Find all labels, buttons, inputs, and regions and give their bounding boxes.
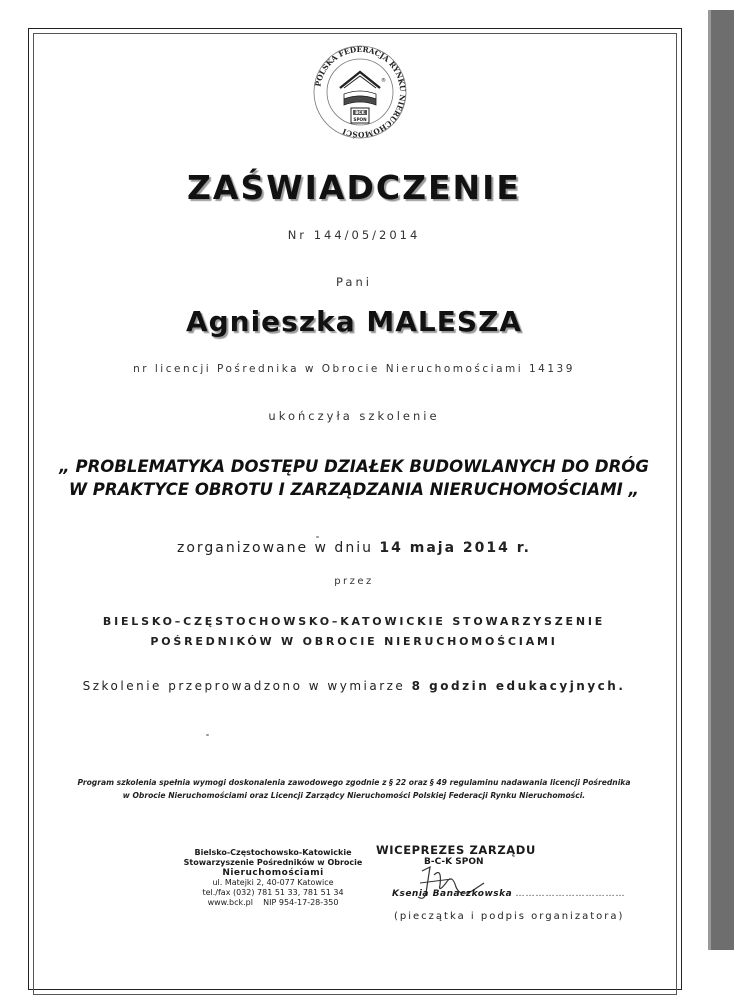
organizer-name	[28, 612, 680, 652]
course-title-line-1: „ PROBLEMATYKA DOSTĘPU DZIAŁEK BUDOWLANYCH DO DRÓG	[59, 457, 649, 476]
bck-spon-badge	[351, 108, 369, 123]
organizer-line-1: BIELSKO–CZĘSTOCHOWSKO–KATOWICKIE STOWARZYSZENIE	[102, 615, 606, 628]
stamp-nip: NIP 954-17-28-350	[263, 898, 339, 907]
stamp-line-2: Stowarzyszenie Pośredników w Obrocie	[183, 858, 363, 867]
certificate-number: Nr 144/05/2014	[287, 228, 421, 242]
signer-name: Ksenia Banaczkowska	[392, 889, 513, 899]
svg-text:BCK: BCK	[355, 110, 365, 115]
stamp-line-3: Nieruchomościami	[222, 868, 324, 878]
organized-date: 14 maja 2014 r.	[379, 540, 531, 556]
federation-logo	[310, 42, 410, 142]
salutation: Pani	[336, 275, 372, 289]
logo-ring-text: POLSKA FEDERACJA RYNKU NIERUCHOMOŚCI	[313, 44, 408, 140]
stamp-web: www.bck.pl	[207, 898, 253, 907]
course-title	[28, 455, 680, 501]
stamp-line-5: tel./fax (032) 781 51 33, 781 51 34	[202, 888, 344, 897]
organized-prefix: zorganizowane w dniu	[177, 540, 380, 556]
duration-line	[28, 679, 680, 693]
recipient-name: Agnieszka MALESZA	[185, 305, 523, 338]
signature-caption: (pieczątka i podpis organizatora)	[394, 911, 625, 922]
completed-training-line: ukończyła szkolenie	[268, 409, 440, 423]
signer-name-row	[392, 889, 626, 899]
footnote-line-1: Program szkolenia spełnia wymogi doskonalenia zawodowego zgodnie z § 22 oraz § 49 regulaminu nadawania licencji Pośrednika	[77, 778, 631, 787]
stamp-line-1: Bielsko-Częstochowsko-Katowickie	[194, 848, 352, 857]
scan-speck	[206, 734, 209, 736]
footnote-line-2: w Obrocie Nieruchomościami oraz Licencji Zarządcy Nieruchomości Polskiej Federacji Rynku Nieruchomości.	[122, 791, 586, 800]
license-number-line: nr licencji Pośrednika w Obrocie Nieruchomościami 14139	[133, 363, 575, 375]
duration-prefix: Szkolenie przeprowadzono w wymiarze	[82, 679, 412, 693]
organized-date-line	[28, 540, 680, 556]
stamp-line-6	[178, 898, 368, 908]
organizer-line-2: POŚREDNIKÓW W OBROCIE NIERUCHOMOŚCIAMI	[150, 635, 558, 648]
scan-edge	[708, 10, 734, 950]
certificate-title: ZAŚWIADCZENIE	[187, 168, 521, 207]
registered-mark: ®	[381, 78, 386, 84]
signature-dotted-line: ……………………………	[515, 889, 626, 899]
organizer-stamp	[178, 848, 368, 908]
flag-icon	[344, 91, 376, 105]
house-icon	[340, 72, 380, 88]
stamp-line-4: ul. Matejki 2, 40-077 Katowice	[212, 878, 334, 887]
course-title-line-2: W PRAKTYCE OBROTU I ZARZĄDZANIA NIERUCHOMOŚCIAMI „	[68, 480, 640, 499]
scan-speck	[316, 536, 319, 538]
duration-value: 8 godzin edukacyjnych.	[411, 679, 626, 693]
regulation-footnote	[28, 776, 680, 802]
signature-block	[372, 843, 662, 922]
svg-text:SPON: SPON	[353, 117, 367, 122]
signature-role: WICEPREZES ZARZĄDU	[376, 843, 536, 857]
by-line: przez	[334, 576, 374, 587]
signature-organization: B-C-K SPON	[424, 857, 484, 867]
